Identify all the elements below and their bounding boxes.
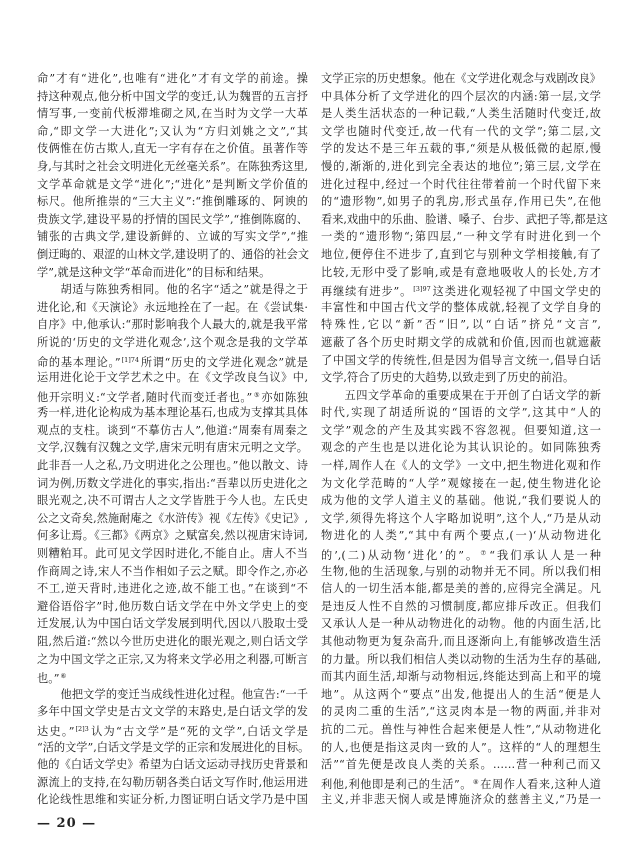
text-line [37,668,308,686]
text-segment: 文学也随时代变迁,故一代有一代的文学”;第二层,文 [321,124,601,138]
text-segment: 贵族文学,建设平易的抒情的国民文学”,“推倒陈腐的、 [37,212,308,226]
text-line [37,580,308,598]
text-line [321,369,601,387]
text-line [37,457,308,475]
right-column [321,70,608,809]
text-line [321,316,601,334]
text-segment: 一样,周作人在《人的文学》一文中,把生物进化观和作 [321,459,601,473]
text-segment: 一类的“遗形物“;第四层,“一种文学有时进化到一个 [321,230,601,244]
text-line [37,721,308,739]
citation-superscript: [2]3 [75,724,89,733]
text-segment: 认为“古文学”是“死的文学”,白话文学是 [89,724,308,738]
text-line [321,739,601,757]
text-segment: 是违反人性不自然的习惯制度,都应排斥改正。但我们 [321,599,601,613]
text-segment: 所谓“历史的文学进化观念”就是 [140,355,308,369]
text-segment: 眼光观之,决不可谓古人之文学皆胜于今人也。左氏史 [37,494,308,508]
text-line [37,404,308,422]
text-line [37,686,308,704]
text-line [321,281,601,299]
text-segment: 进化论,和《天演论》永远地拴在了一起。在《尝试集· [37,300,308,314]
text-segment: 利他,利他即是利己的生活”。 [321,777,472,791]
text-segment: 时代,实现了胡适所说的“国语的文学”,这其中“人的 [321,406,601,420]
text-line [321,545,601,563]
text-line [321,580,601,598]
text-line [37,527,308,545]
text-line [37,193,308,211]
text-line [37,756,308,774]
text-segment: “活的文学”,白话文学是文学的正宗和发展进化的目标。 [37,740,310,754]
text-segment: 比较,无形中受了影响,或是有意地吸收人的长处,方才 [321,265,601,279]
text-line [321,422,601,440]
text-segment: “我们承认人是一种 [489,549,601,563]
text-segment: 词为例,历数文学进化的事实,指出:“吾辈以历史进化之 [37,476,308,490]
page-number: — 20 — [37,816,97,831]
text-line [37,703,308,721]
text-line [321,615,601,633]
text-line [37,88,308,106]
text-segment: 信人的一切生活本能,都是美的善的,应得完全满足。凡 [321,582,601,596]
citation-superscript: [1]74 [121,355,140,364]
text-segment: 进化过程中,经过一个时代往往带着前一个时代留下来 [321,177,601,191]
text-segment: 为文化学范畴的“人学”观嫁接在一起,使生物进化论 [321,476,601,490]
text-line [321,492,601,510]
text-segment: 所说的‘历史的文学进化观念’,这个观念是我的文学革 [37,335,308,349]
text-line [37,492,308,510]
text-line [37,123,308,141]
text-segment: 地”。从这两个“要点”出发,他提出人的生活“便是人 [321,687,601,701]
text-segment: 再继续有进步”。 [321,285,413,299]
text-line [37,545,308,563]
text-segment: 身,与其时之社会文明进化无丝毫关系”。在陈独秀这里, [37,159,308,173]
text-line [321,105,601,123]
text-segment: 他的《白话文学史》希望为白话文运动寻找历史背景和 [37,758,308,772]
text-line [321,158,601,176]
text-segment: 慢的,渐渐的,进化到完全表达的地位”;第三层,文学在 [321,159,601,173]
text-segment: 学的发达不是三年五载的事,“须是从极低微的起原,慢 [321,142,601,156]
text-line [321,703,601,721]
text-segment: 地位,便停住不进步了,直到它与别种文学相接触,有了 [321,247,601,261]
text-line [321,721,601,739]
text-line [321,246,601,264]
text-line [37,563,308,581]
text-segment: 遮蔽了各个历史时期文学的成就和价值,因而也就遮蔽 [321,335,601,349]
text-segment: 学”,就是这种文学“革命而进化”的目标和结果。 [37,265,271,279]
text-segment: 化论线性思维和实证分析,力图证明白话文学乃是中国 [37,793,308,807]
text-segment: 观点的支柱。谈到“不摹仿古人”,他道:“周秦有周秦之 [37,423,308,437]
text-segment: 文学”观念的产生及其实践不容忽视。但要知道,这一 [321,423,601,437]
text-line [321,140,601,158]
text-segment: 命的基本理论。” [37,355,121,369]
text-segment: 他把文学的变迁当成线性进化过程。他宣告:“一千 [60,687,308,701]
text-segment: 而其内面生活,却渐与动物相远,终能达到高上和平的境 [321,670,601,684]
text-segment: 他开宗明义:“文学者,随时代而变迁者也。” [37,390,253,404]
text-segment: 也。” [37,672,60,686]
text-segment: 的灵肉二重的生活”,“这灵肉本是一物的两面,并非对 [321,705,601,719]
text-line [321,193,601,211]
text-segment: 自序》中,他承认:“那时影响我个人最大的,就是我平常 [37,318,308,332]
text-line [321,387,601,405]
text-line [37,316,308,334]
text-line [321,475,601,493]
text-line [37,140,308,158]
text-line [37,70,308,88]
text-segment: 命,“即文学一大进化”;又认为“方归刘姚之文”,“其 [37,124,308,138]
text-segment: 主义,并非悲天悯人或是博施济众的慈善主义,“乃是一 [321,793,601,807]
text-segment: 丰富性和中国古代文学的整体成就,轻视了文学自身的 [321,300,601,314]
text-line [37,105,308,123]
text-line [321,598,601,616]
text-line [321,457,601,475]
text-segment: 成为他的文学人道主义的基础。他说,“我们要说人的 [321,494,601,508]
text-segment: 公之文奇矣,然施耐庵之《水浒传》视《左传》《史记》, [37,511,308,525]
text-line [321,439,601,457]
text-segment: 命”才有“进化”,也唯有“进化”才有文学的前途。操 [37,72,308,85]
text-line [37,211,308,229]
text-line [37,774,308,792]
text-segment: 看来,戏曲中的乐曲、脸谱、嗓子、台步、武把子等,都是这 [321,212,608,226]
citation-superscript: ⑧ [472,777,480,786]
text-line [321,299,601,317]
text-line [37,615,308,633]
text-segment: 又承认人是一种从动物进化的动物。他的内面生活,比 [321,617,601,631]
text-line [37,739,308,757]
text-segment: 了中国文学的传统性,但是因为倡导言文统一,倡导白话 [321,353,601,367]
text-line [321,563,601,581]
text-line [37,281,308,299]
text-segment: 的人,也便是指这灵肉一致的人”。这样的“人的理想生 [321,740,601,754]
text-segment: 倒迂晦的、艰涩的山林文学,建设明了的、通俗的社会文 [37,247,310,261]
text-line [321,88,601,106]
text-segment: 迁发展,认为中国白话文学发展到明代,因以八股取士受 [37,617,308,631]
text-line [37,598,308,616]
text-line [321,527,601,545]
left-column [37,70,308,809]
text-segment: 阻,然后道:“然以今世历史进化的眼光观之,则白话文学 [37,635,308,648]
text-line [321,264,601,282]
text-segment: 在周作人看来,这种人道 [480,777,601,791]
text-line [37,422,308,440]
text-segment: 何多让焉。《三都》《两京》之赋富矣,然以视唐宋诗词, [37,529,308,543]
text-segment: 活”“首先便是改良人类的关系。……营一种利己而又 [321,758,601,772]
text-segment: 此非吾一人之私,乃文明进化之公理也。”他以散文、诗 [37,459,308,473]
text-line [37,439,308,457]
text-line [321,70,601,88]
text-segment: 伎俩惟在仿古欺人,直无一字有存在之价值。虽著作等 [37,142,308,156]
text-line [37,387,308,405]
text-line [37,228,308,246]
text-line [321,228,601,246]
text-segment: 文学正宗的历史想象。他在《文学进化观念与戏剧改良》 [321,72,601,85]
text-line [321,510,601,528]
text-line [321,176,601,194]
text-segment: 的“遗形物”,如男子的乳房,形式虽存,作用已失”,在他 [321,195,601,209]
text-segment: 铺张的古典文学,建设新鲜的、立诚的写实文学”,“推 [37,230,308,244]
text-segment: 作商周之诗,宋人不当作相如子云之赋。即令作之,亦必 [37,564,308,578]
text-segment: 中具体分析了文学进化的四个层次的内涵:第一层,文学 [321,89,601,103]
text-segment: 这类进化观轻视了中国文学史的 [431,285,601,299]
text-line [321,633,601,651]
text-segment: 情写事,一变前代板滞堆砌之风,在当时为文学一大革 [37,107,308,121]
citation-superscript: ⑥ [60,672,67,681]
text-segment: 之为中国文学之正宗,又为将来文学必用之利器,可断言 [37,652,308,666]
text-segment: 的’,(二)从动物‘进化’的”。 [321,549,480,563]
text-segment: 生物,他的生活现象,与别的动物并无不同。所以我们相 [321,564,601,578]
text-segment: 胡适与陈独秀相同。他的名字“适之”就是得之于 [60,283,308,297]
text-line [321,668,601,686]
text-line [321,651,601,669]
text-segment: 是人类生活状态的一种记载,“人类生活随时代变迁,故 [321,107,601,121]
text-line [321,404,601,422]
text-segment: 达史。” [37,724,75,738]
text-segment: 观念的产生也是以进化论为其认识论的。如同陈独秀 [321,441,601,455]
text-line [37,176,308,194]
text-line [321,791,601,809]
text-line [37,651,308,669]
text-line [37,264,308,282]
text-line [37,369,308,387]
text-line [37,246,308,264]
text-segment: 其他动物更为复杂高升,而且逐渐向上,有能够改造生活 [321,635,601,648]
text-line [321,211,608,229]
text-segment: 多年中国文学史是古文文学的末路史,是白话文学的发 [37,705,308,719]
citation-superscript: ⑤ [253,390,261,399]
text-line [321,334,601,352]
text-segment: 文学,汉魏有汉魏之文学,唐宋元明有唐宋元明之文学。 [37,441,308,455]
text-segment: 源流上的支持,在勾勒历朝各类白话文写作时,他运用进 [37,775,308,789]
text-segment: 则糟粕耳。此可见文学因时进化,不能自止。唐人不当 [37,547,308,561]
text-segment: 避俗语俗字”时,他历数白话文学在中外文学史上的变 [37,599,308,613]
citation-superscript: ⑦ [480,549,489,558]
text-segment: 的力量。所以我们相信人类以动物的生活为生存的基础, [321,652,601,666]
text-line [321,686,601,704]
text-line [37,158,308,176]
text-line [37,299,308,317]
text-line [321,774,601,792]
text-segment: 亦如陈独 [261,390,308,404]
text-line [37,334,308,352]
text-line [37,633,308,651]
text-segment: 标尺。他所推崇的“三大主义”:“推倒雕琢的、阿谀的 [37,195,308,209]
text-segment: 文学革命就是文学“进化”;“进化”是判断文学价值的 [37,177,308,191]
text-line [37,475,308,493]
text-segment: 秀一样,进化论构成为基本理论基石,也成为支撑其具体 [37,406,308,420]
text-segment: 物进化的人类”,“其中有两个要点,(一)‘从动物进化 [321,529,601,543]
text-line [37,510,308,528]
text-segment: 文学,符合了历史的大趋势,以致走到了历史的前沿。 [321,371,575,385]
text-line [37,352,308,370]
text-segment: 特殊性,它以“新”否“旧”,以“白话”挤兑“文言”, [321,318,601,332]
text-segment: 持这种观点,他分析中国文学的变迁,认为魏晋的五言抒 [37,89,308,103]
text-segment: 五四文学革命的重要成果在于开创了白话文学的新 [344,388,601,402]
text-line [321,756,601,774]
text-segment: 不工,逆天背时,违进化之迹,故不能工也。”在谈到“不 [37,582,308,596]
text-segment: 运用进化论于文学艺术之中。在《文学改良刍议》中, [37,371,308,385]
text-segment: 文学,须得先将这个人字略加说明”,这个人,“乃是从动 [321,511,601,525]
citation-superscript: [3]97 [413,285,431,294]
text-segment: 抗的二元。兽性与神性合起来便是人性”,“从动物进化 [321,722,601,736]
text-line [321,352,601,370]
text-line [321,123,601,141]
text-line [37,791,308,809]
